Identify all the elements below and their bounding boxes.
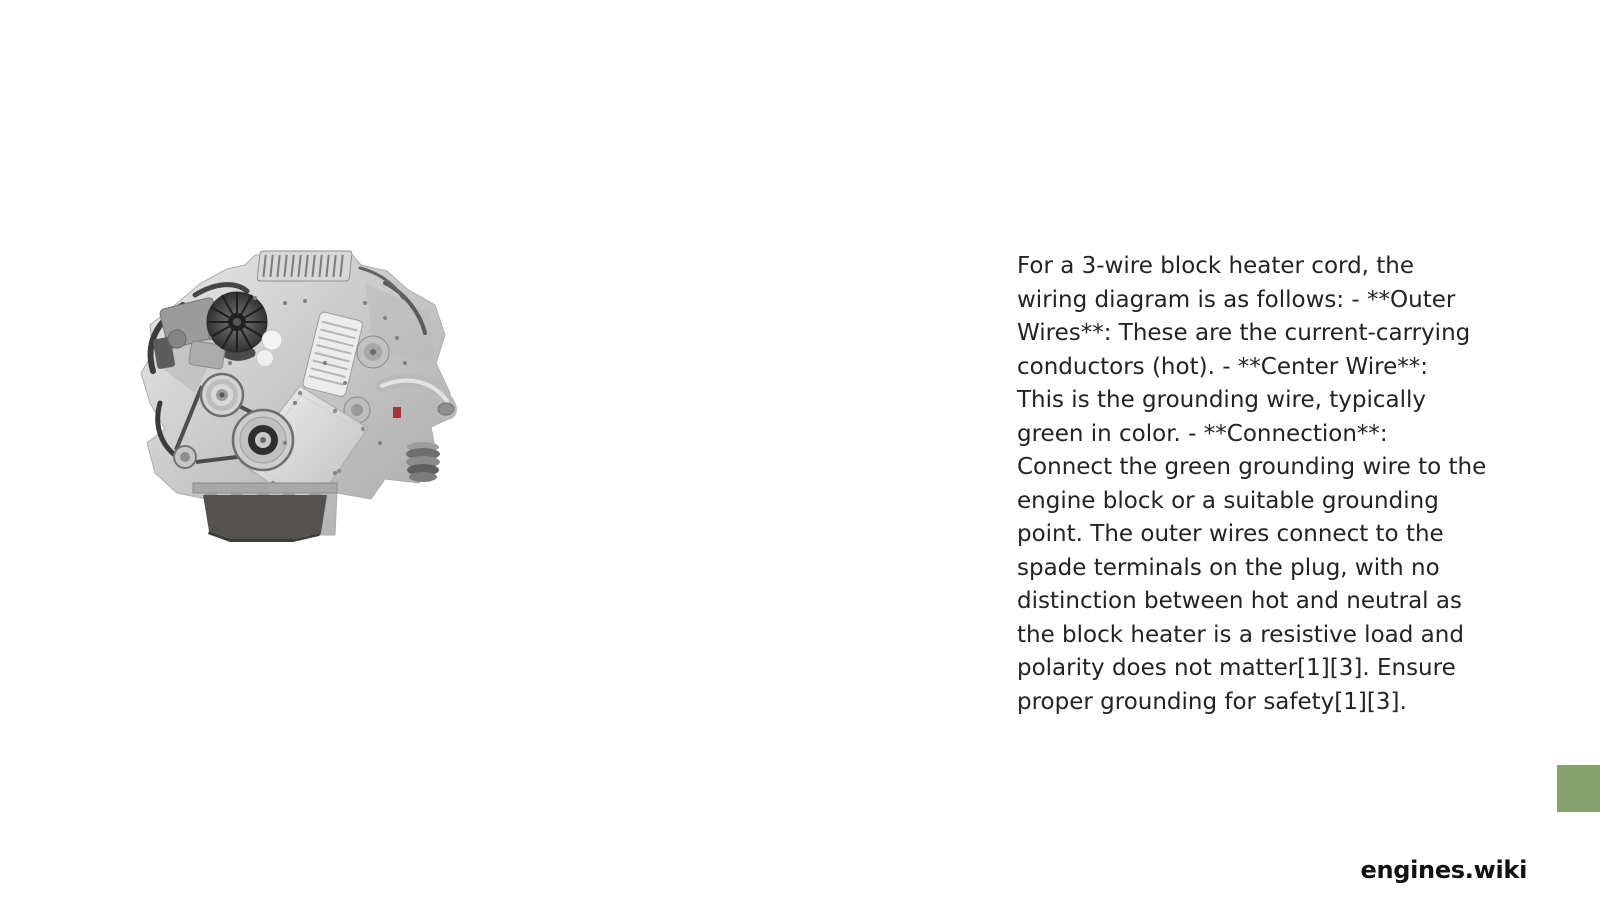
text-line: proper grounding for safety[1][3].: [1017, 688, 1407, 715]
text-line: wiring diagram is as follows: - **Outer: [1017, 286, 1456, 313]
engine-image: [135, 243, 457, 543]
pulley-small: [174, 446, 196, 468]
text-line: the block heater is a resistive load and: [1017, 621, 1464, 648]
intercooler-grille: [257, 251, 352, 281]
text-line: polarity does not matter[1][3]. Ensure: [1017, 655, 1456, 681]
text-line: Connect the green grounding wire to the: [1017, 454, 1487, 480]
text-line: spade terminals on the plug, with no: [1017, 554, 1440, 581]
red-accent: [393, 407, 401, 418]
turbo-damper: [406, 442, 440, 482]
text-line: green in color. - **Connection**:: [1017, 420, 1388, 447]
reservoir: [262, 330, 282, 350]
text-line: point. The outer wires connect to the: [1017, 521, 1444, 547]
wiring-answer-text: [1017, 250, 1517, 719]
site-brand: engines.wiki: [1360, 856, 1527, 884]
text-line: engine block or a suitable grounding: [1017, 487, 1439, 514]
text-line: distinction between hot and neutral as: [1017, 588, 1462, 614]
engine-photo: [135, 243, 457, 543]
reservoir: [257, 350, 274, 367]
pulley-upper: [201, 374, 243, 416]
text-line: This is the grounding wire, typically: [1017, 387, 1426, 413]
pulley-lower: [233, 410, 293, 470]
text-line: conductors (hot). - **Center Wire**:: [1017, 353, 1429, 380]
oil-pan: [193, 483, 337, 542]
text-line: Wires**: These are the current-carrying: [1017, 320, 1471, 346]
text-line: For a 3-wire block heater cord, the: [1017, 253, 1415, 279]
accent-square: [1557, 765, 1600, 812]
fan-drive: [207, 292, 267, 352]
